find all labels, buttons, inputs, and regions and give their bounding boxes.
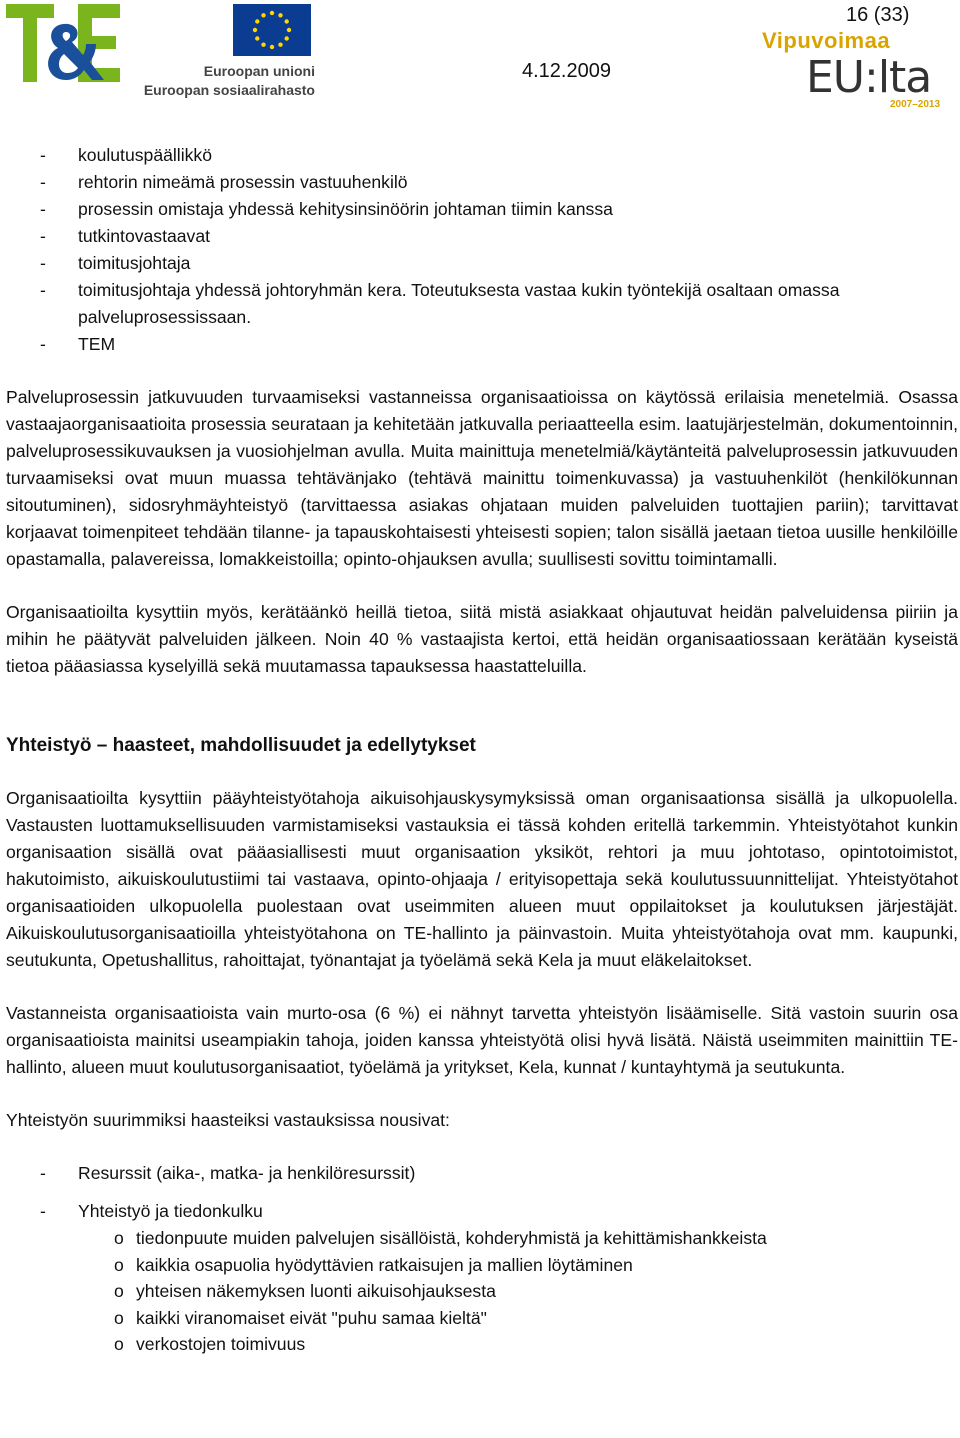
list-item — [6, 223, 958, 250]
eu-text-line1: Euroopan unioni — [203, 63, 315, 79]
section-heading: Yhteistyö – haasteet, mahdollisuudet ja edellytykset — [6, 735, 476, 756]
sublist-item-text: verkostojen toimivuus — [136, 1334, 306, 1354]
sublist-item — [6, 1225, 958, 1252]
vipu-eu-text: EU:lta — [806, 52, 932, 103]
sublist-item — [6, 1305, 958, 1332]
list-item-text: TEM — [78, 334, 116, 354]
circle-marker: o — [114, 1334, 124, 1354]
eu-logo-text — [135, 62, 315, 100]
circle-marker: o — [114, 1307, 124, 1328]
te-logo — [6, 4, 120, 82]
list-item — [6, 277, 958, 331]
list-item-text: Resurssit (aika-, matka- ja henkilöresurssit) — [78, 1163, 416, 1183]
eu-flag-icon — [233, 4, 311, 56]
paragraph-partners: Organisaatioilta kysyttiin pääyhteistyötahoja aikuisohjauskysymyksissä oman organisaationsa sisällä ja ulkopuolella. Vastausten luottamuksellisuuden varmistamiseksi vastauksia ei tässä kohden eritellä tarkemmin. Yhteistyötahot kunkin organisaation sisällä ovat pääasiallisesti muut organisaation yksiköt, rehtori ja muu johtotaso, opintotoimistot, hakutoimisto, aikuiskoulutustiimi tai vastaava, opinto-ohjaaja / erityisopettaja sekä koulutussuunnittelijat. Yhteistyötahot organisaatioiden ulkopuolella puolestaan ovat useimmiten alueen muut oppilaitokset ja koulutuksen järjestäjät. Aikuiskoulutusorganisaatioilla yhteistyötahona on TE-hallinto ja päinvastoin. Muita yhteistyötahoja ovat mm. kaupunki, seutukunta, Opetushallitus, rahoittajat, työnantajat ja työelämä sekä Kela ja muut eläkelaitokset. — [6, 788, 958, 970]
circle-marker: o — [114, 1281, 124, 1301]
dash-marker: - — [40, 1201, 46, 1221]
paragraph-cooperation-need: Vastanneista organisaatioista vain murto-osa (6 %) ei nähnyt tarvetta yhteistyön lisäämiselle. Sitä vastoin suurin osa organisaatioista mainitsi useampiakin tahoja, joiden kanssa yhteistyötä olisi hyvä lisätä. Näistä useimmiten mainittiin TE-hallinto, alueen muut koulutusorganisaatiot, työelämä ja yritykset, Kela, kunnat / kuntayhtymä ja seutukunta. — [6, 1003, 958, 1077]
vipuvoimaa-logo — [760, 28, 960, 113]
list-item — [6, 331, 958, 358]
dash-marker: - — [40, 199, 46, 219]
challenges-list-2 — [6, 1198, 958, 1225]
list-item — [6, 142, 958, 169]
dash-marker: - — [40, 226, 46, 246]
eu-logo — [135, 4, 315, 100]
document-body — [6, 142, 958, 1358]
dash-marker: - — [40, 253, 46, 273]
sublist-item — [6, 1331, 958, 1358]
circle-marker: o — [114, 1254, 124, 1275]
dash-marker: - — [40, 334, 46, 354]
dash-marker: - — [40, 145, 46, 165]
sublist-item-text: kaikkia osapuolia hyödyttävien ratkaisujen ja mallien löytäminen — [136, 1254, 633, 1275]
eu-text-line2: Euroopan sosiaalirahasto — [143, 82, 315, 98]
page-header — [0, 0, 960, 115]
sublist-item-text: kaikki viranomaiset eivät "puhu samaa kieltä" — [136, 1307, 487, 1328]
cooperation-sublist — [6, 1225, 958, 1358]
list-item-text: tutkintovastaavat — [78, 226, 211, 246]
paragraph-customer-flow: Organisaatioilta kysyttiin myös, kerätäänkö heillä tietoa, siitä mistä asiakkaat ohjautuvat heidän palveluidensa piiriin ja mihin he päätyvät palveluiden jälkeen. Noin 40 % vastaajista kertoi, että heidän organisaatiossaan kerätään kyseistä tietoa pääasiassa kyselyillä sekä muutamassa tapauksessa haastatteluilla. — [6, 602, 958, 676]
dash-marker: - — [40, 1163, 46, 1183]
list-item — [6, 196, 958, 223]
list-item-text: toimitusjohtaja — [78, 253, 191, 273]
dash-marker: - — [40, 280, 46, 300]
circle-marker: o — [114, 1228, 124, 1248]
document-date: 4.12.2009 — [522, 60, 611, 82]
list-item-text: prosessin omistaja yhdessä kehitysinsinöörin johtaman tiimin kanssa — [78, 199, 613, 219]
list-item-text: toimitusjohtaja yhdessä johtoryhmän kera. Toteutuksesta vastaa kukin työntekijä osaltaan omassa palveluprosessissaan. — [78, 280, 840, 327]
vipu-title: Vipuvoimaa — [762, 28, 891, 53]
dash-marker: - — [40, 172, 46, 192]
list-item-text: Yhteistyö ja tiedonkulku — [78, 1201, 263, 1221]
list-item-text: koulutuspäällikkö — [78, 145, 212, 165]
paragraph-continuity: Palveluprosessin jatkuvuuden turvaamiseksi vastanneissa organisaatioissa on käytössä erilaisia menetelmiä. Osassa vastaajaorganisaatioita prosessia seurataan ja kehitetään jatkuvalla periaatteella esim. laatujärjestelmän, dokumentoinnin, palveluprosessikuvauksen ja vuosiohjelman avulla. Muita mainittuja menetelmiä/käytänteitä palveluprosessin jatkuvuuden turvaamiseksi ovat muun muassa tehtävänjako (tehtävä mainittu toimenkuvassa) ja vastuuhenkilöt (henkilökunnan sitoutuminen), sidosryhmäyhteistyö (tarvittaessa asiakas ohjataan muiden palveluiden tuottajien pariin); tarvittavat korjaavat toimenpiteet tehdään tilanne- ja tapauskohtaisesti yhteisesti sopien; talon sisällä jaetaan tietoa uusille henkilöille opastamalla, palavereissa, lomakkeistoilla; opinto-ohjauksen avulla; suullisesti sovittu toimintamalli. — [6, 387, 958, 569]
sublist-item — [6, 1252, 958, 1279]
sublist-item-text: tiedonpuute muiden palvelujen sisällöistä, kohderyhmistä ja kehittämishankkeista — [136, 1228, 767, 1248]
list-item — [6, 1198, 958, 1225]
challenges-list — [6, 1160, 958, 1187]
sublist-item — [6, 1278, 958, 1305]
vipu-years: 2007–2013 — [890, 99, 941, 110]
list-item — [6, 169, 958, 196]
list-item — [6, 1160, 958, 1187]
page-number: 16 (33) — [846, 4, 910, 26]
responsibility-list — [6, 142, 958, 358]
list-item — [6, 250, 958, 277]
paragraph-challenges-intro: Yhteistyön suurimmiksi haasteiksi vastauksissa nousivat: — [6, 1110, 450, 1130]
sublist-item-text: yhteisen näkemyksen luonti aikuisohjauksesta — [136, 1281, 496, 1301]
list-item-text: rehtorin nimeämä prosessin vastuuhenkilö — [78, 172, 408, 192]
